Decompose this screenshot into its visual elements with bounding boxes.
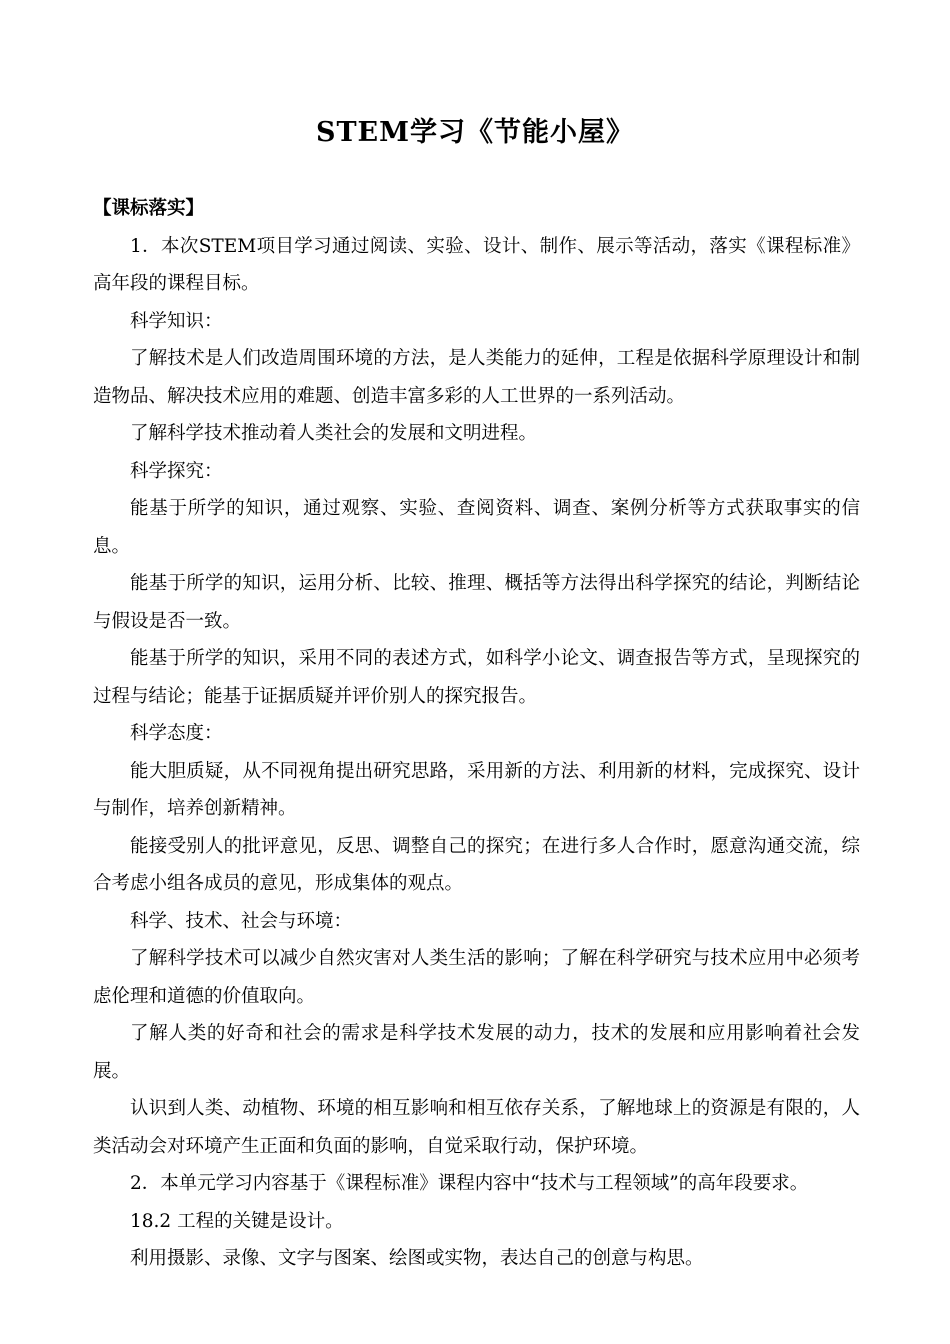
paragraph-knowledge-1: 了解技术是人们改造周围环境的方法，是人类能力的延伸，工程是依据科学原理设计和制造物品、解决技术应用的难题、创造丰富多彩的人工世界的一系列活动。 <box>93 348 860 407</box>
paragraph-inquiry-1: 能基于所学的知识，通过观察、实验、查阅资料、调查、案例分析等方式获取事实的信息。 <box>93 498 860 557</box>
paragraph-sts-2: 了解人类的好奇和社会的需求是科学技术发展的动力，技术的发展和应用影响着社会发展。 <box>93 1023 860 1082</box>
paragraph-attitude-1: 能大胆质疑，从不同视角提出研究思路，采用新的方法、利用新的材料，完成探究、设计与制作，培养创新精神。 <box>93 760 860 819</box>
paragraph-sts-1: 了解科学技术可以减少自然灾害对人类生活的影响；了解在科学研究与技术应用中必须考虑伦理和道德的价值取向。 <box>93 948 860 1007</box>
subheading-sts-environment: 科学、技术、社会与环境： <box>130 910 353 932</box>
subheading-science-inquiry: 科学探究： <box>130 460 223 482</box>
paragraph-content-basis: 2．本单元学习内容基于《课程标准》课程内容中“技术与工程领域”的高年段要求。 <box>130 1173 809 1194</box>
paragraph-attitude-2: 能接受别人的批评意见，反思、调整自己的探究；在进行多人合作时，愿意沟通交流，综合考虑小组各成员的意见，形成集体的观点。 <box>93 835 860 894</box>
paragraph-knowledge-2: 了解科学技术推动着人类社会的发展和文明进程。 <box>130 423 538 444</box>
paragraph-sts-3: 认识到人类、动植物、环境的相互影响和相互依存关系，了解地球上的资源是有限的，人类活动会对环境产生正面和负面的影响，自觉采取行动，保护环境。 <box>93 1098 860 1157</box>
paragraph-goal-intro: 1．本次STEM项目学习通过阅读、实验、设计、制作、展示等活动，落实《课程标准》高年段的课程目标。 <box>93 235 860 294</box>
subheading-science-attitude: 科学态度： <box>130 723 223 744</box>
paragraph-expression: 利用摄影、录像、文字与图案、绘图或实物，表达自己的创意与构思。 <box>130 1248 704 1269</box>
document-title: STEM学习《节能小屋》 <box>315 117 635 148</box>
paragraph-inquiry-2: 能基于所学的知识，运用分析、比较、推理、概括等方法得出科学探究的结论，判断结论与假设是否一致。 <box>93 573 860 632</box>
paragraph-inquiry-3: 能基于所学的知识，采用不同的表述方式，如科学小论文、调查报告等方式，呈现探究的过程与结论；能基于证据质疑并评价别人的探究报告。 <box>93 648 860 707</box>
section-heading: 【课标落实】 <box>93 198 205 219</box>
subheading-science-knowledge: 科学知识： <box>130 310 223 332</box>
paragraph-standard-18-2: 18.2 工程的关键是设计。 <box>130 1210 344 1232</box>
document-body <box>93 190 860 1278</box>
